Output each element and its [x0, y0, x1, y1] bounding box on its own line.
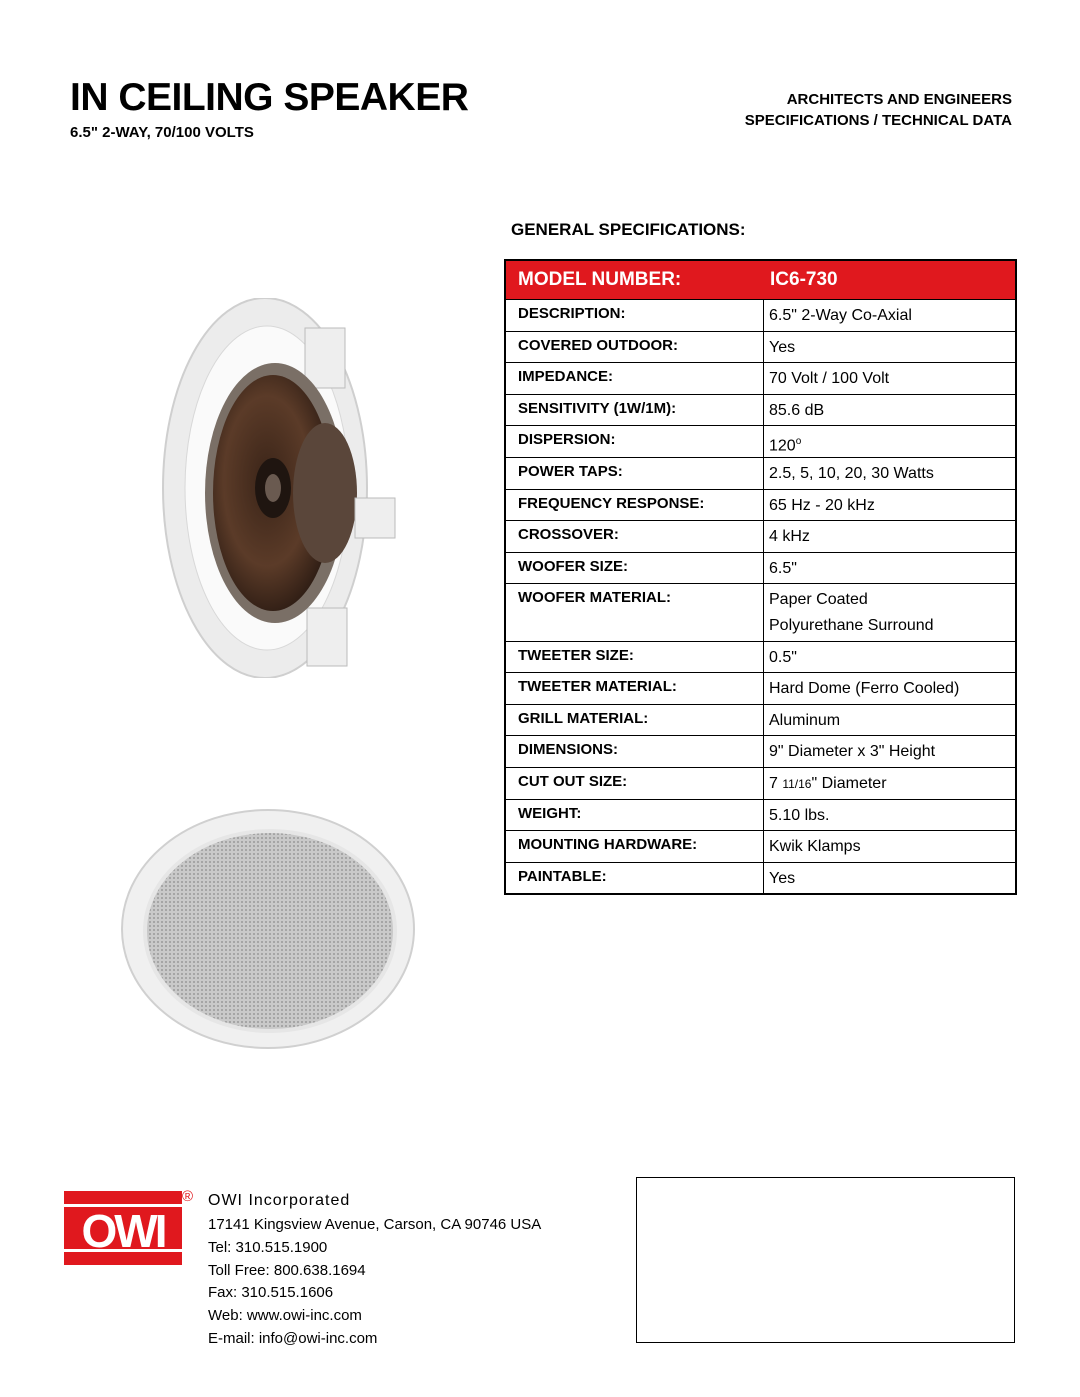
spec-value: Kwik Klamps: [769, 838, 861, 856]
owi-logo-text: OWI: [81, 1205, 165, 1257]
spec-label: SENSITIVITY (1W/1M):: [506, 395, 764, 426]
spec-row: [506, 672, 1015, 704]
model-number-row: [506, 261, 1015, 299]
spec-row: [506, 704, 1015, 736]
spec-row: [506, 830, 1015, 862]
spec-label: CROSSOVER:: [506, 521, 764, 552]
company-name: OWI Incorporated: [208, 1192, 351, 1209]
company-web: Web: www.owi-inc.com: [208, 1307, 362, 1325]
spec-rows: [506, 299, 1015, 893]
company-email: E-mail: info@owi-inc.com: [208, 1329, 378, 1347]
spec-label: TWEETER SIZE:: [506, 642, 764, 673]
spec-value: Paper Coated Polyurethane Surround: [769, 591, 934, 634]
speaker-grill-photo: [120, 808, 416, 1050]
spec-label: COVERED OUTDOOR:: [506, 332, 764, 363]
spec-value: Aluminum: [769, 711, 841, 729]
spec-row: [506, 457, 1015, 489]
spec-value: Yes: [769, 338, 796, 356]
spec-label: WEIGHT:: [506, 800, 764, 831]
spec-label: WOOFER SIZE:: [506, 553, 764, 584]
spec-row: [506, 799, 1015, 831]
spec-label: MOUNTING HARDWARE:: [506, 831, 764, 862]
spec-label: DIMENSIONS:: [506, 736, 764, 767]
spec-label: PAINTABLE:: [506, 863, 764, 894]
spec-value: 85.6 dB: [769, 401, 825, 419]
company-fax: Fax: 310.515.1606: [208, 1284, 334, 1302]
company-tel: Tel: 310.515.1900: [208, 1238, 328, 1256]
spec-value: 5.10 lbs.: [769, 806, 830, 824]
general-specifications-heading: GENERAL SPECIFICATIONS:: [511, 220, 746, 239]
spec-row: [506, 641, 1015, 673]
spec-value: 120$^o$: [769, 436, 802, 455]
company-toll-free: Toll Free: 800.638.1694: [208, 1261, 366, 1279]
company-address: 17141 Kingsview Avenue, Carson, CA 90746 USA: [208, 1216, 542, 1233]
arch-line-2: SPECIFICATIONS / TECHNICAL DATA: [744, 112, 1012, 129]
dealer-stamp-box: [636, 1177, 1015, 1343]
spec-value: Yes: [769, 869, 796, 887]
spec-value: 70 Volt / 100 Volt: [769, 370, 890, 388]
company-contact: [208, 1214, 541, 1351]
arch-line-1: ARCHITECTS AND ENGINEERS: [786, 91, 1012, 108]
spec-label: CUT OUT SIZE:: [506, 768, 764, 799]
spec-label: IMPEDANCE:: [506, 363, 764, 394]
page-subtitle: 6.5" 2-WAY, 70/100 VOLTS: [70, 124, 254, 141]
model-number-label: MODEL NUMBER:: [518, 269, 682, 290]
spec-row: [506, 767, 1015, 799]
spec-row: [506, 489, 1015, 521]
spec-value: 4 kHz: [769, 528, 810, 546]
spec-value: 6.5" 2-Way Co-Axial: [769, 307, 912, 324]
spec-label: TWEETER MATERIAL:: [506, 673, 764, 704]
spec-row: [506, 552, 1015, 584]
speaker-back-photo: [155, 298, 455, 678]
spec-table: [504, 259, 1017, 895]
owi-logo: [64, 1191, 182, 1265]
spec-label: GRILL MATERIAL:: [506, 705, 764, 736]
spec-row: [506, 425, 1015, 457]
spec-row: [506, 735, 1015, 767]
registered-mark: ®: [182, 1188, 194, 1205]
spec-row: [506, 394, 1015, 426]
spec-value: 2.5, 5, 10, 20, 30 Watts: [769, 464, 934, 482]
spec-value: 9" Diameter x 3" Height: [769, 743, 936, 761]
spec-label: DESCRIPTION:: [506, 300, 764, 331]
spec-sheet-heading: [745, 89, 1012, 131]
spec-value: 65 Hz - 20 kHz: [769, 496, 875, 514]
page-title: IN CEILING SPEAKER: [70, 76, 469, 119]
spec-value: 6.5": [769, 559, 797, 577]
spec-label: WOOFER MATERIAL:: [506, 584, 764, 640]
spec-value: 0.5": [769, 648, 797, 666]
spec-row: [506, 331, 1015, 363]
spec-label: POWER TAPS:: [506, 458, 764, 489]
spec-label: FREQUENCY RESPONSE:: [506, 490, 764, 521]
spec-value: Hard Dome (Ferro Cooled): [769, 680, 960, 698]
spec-label: DISPERSION:: [506, 426, 764, 457]
spec-row: [506, 362, 1015, 394]
spec-row: [506, 299, 1015, 331]
model-number-value: IC6-730: [770, 269, 838, 290]
spec-row: [506, 520, 1015, 552]
spec-row: [506, 862, 1015, 894]
spec-row: [506, 583, 1015, 640]
spec-value: 7 11/16" Diameter: [769, 774, 887, 792]
